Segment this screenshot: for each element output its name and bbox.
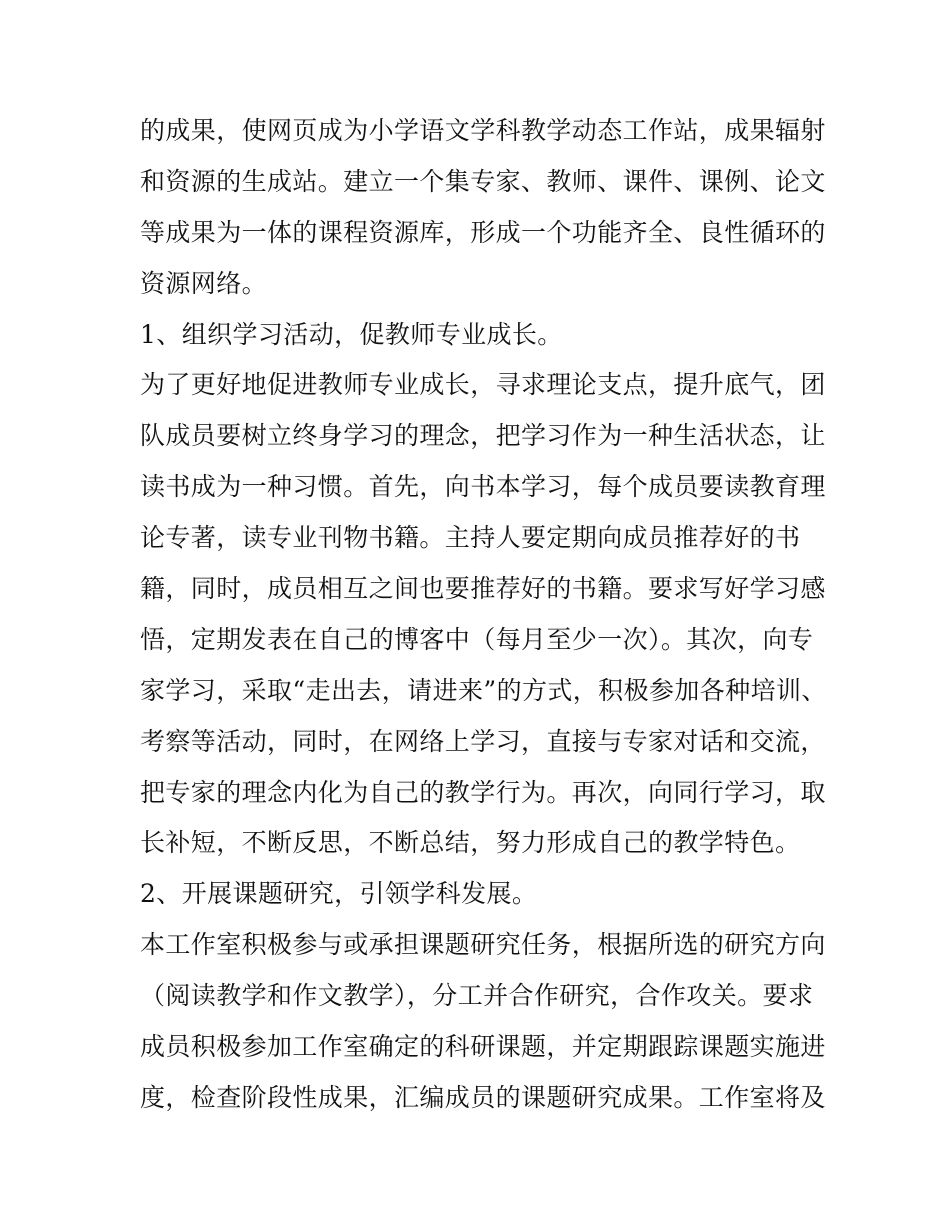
text-line: 家学习，采取“走出去，请进来”的方式，积极参加各种培训、 — [140, 675, 827, 705]
text-line: 队成员要树立终身学习的理念，把学习作为一种生活状态，让 — [140, 421, 826, 451]
text-line: （阅读教学和作文教学），分工并合作研究，合作攻关。要求 — [140, 981, 814, 1011]
text-line: 读书成为一种习惯。首先，向书本学习，每个成员要读教育理 — [140, 472, 826, 502]
text-line: 资源网络。 — [140, 268, 268, 298]
text-line: 等成果为一体的课程资源库，形成一个功能齐全、良性循环的 — [140, 217, 826, 247]
document-body — [140, 106, 827, 1124]
section-heading: 2、开展课题研究，引领学科发展。 — [140, 879, 538, 909]
text-line: 和资源的生成站。建立一个集专家、教师、课件、课例、论文 — [140, 166, 826, 196]
text-line: 的成果，使网页成为小学语文学科教学动态工作站，成果辐射 — [140, 116, 826, 145]
text-line: 悟，定期发表在自己的博客中（每月至少一次）。其次，向专 — [140, 624, 814, 654]
text-line: 度，检查阶段性成果，汇编成员的课题研究成果。工作室将及 — [140, 1082, 826, 1112]
text-line: 为了更好地促进教师专业成长，寻求理论支点，提升底气，团 — [140, 370, 826, 400]
text-line: 籍，同时，成员相互之间也要推荐好的书籍。要求写好学习感 — [140, 574, 826, 604]
text-line: 把专家的理念内化为自己的教学行为。再次，向同行学习，取 — [140, 777, 826, 807]
text-line: 论专著，读专业刊物书籍。主持人要定期向成员推荐好的书 — [140, 523, 801, 553]
text-line: 成员积极参加工作室确定的科研课题，并定期跟踪课题实施进 — [140, 1032, 826, 1062]
text-line: 长补短，不断反思，不断总结，努力形成自己的教学特色。 — [140, 828, 801, 858]
text-line: 本工作室积极参与或承担课题研究任务，根据所选的研究方向 — [140, 930, 826, 960]
section-heading: 1、组织学习活动，促教师专业成长。 — [140, 319, 563, 349]
text-line: 考察等活动，同时，在网络上学习，直接与专家对话和交流， — [140, 726, 826, 756]
